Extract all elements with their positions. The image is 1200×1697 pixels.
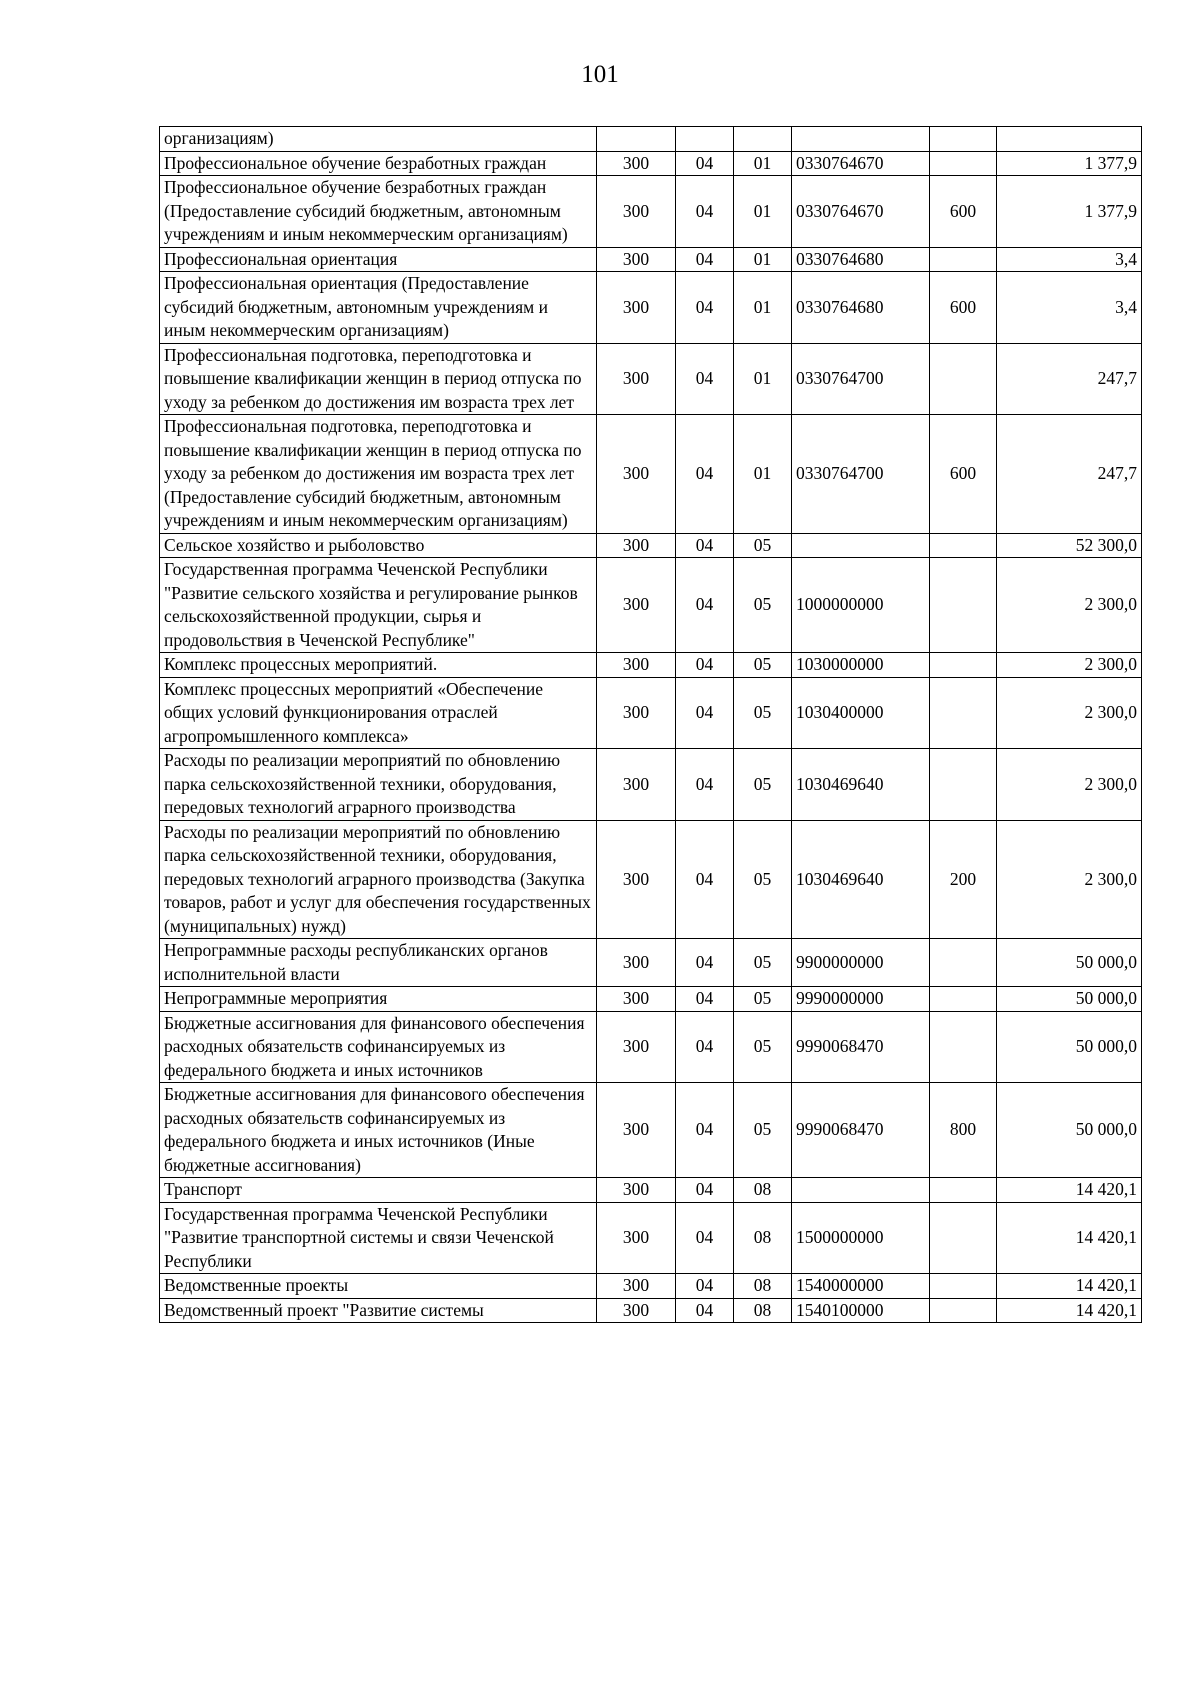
item-name-cell: Государственная программа Чеченской Республики "Развитие сельского хозяйства и регулирование рынков сельскохозяйственной продукции, сырья и продовольствия в Чеченской Республике" xyxy=(160,558,597,653)
grbs-code-cell: 300 xyxy=(597,533,676,558)
expense-type-code-cell: 600 xyxy=(930,415,997,534)
grbs-code-cell: 300 xyxy=(597,1178,676,1203)
grbs-code-cell: 300 xyxy=(597,151,676,176)
expense-type-code-cell xyxy=(930,1178,997,1203)
expense-type-code-cell: 200 xyxy=(930,820,997,939)
section-code-cell: 04 xyxy=(676,1178,734,1203)
section-code-cell: 04 xyxy=(676,677,734,749)
item-name-cell: Бюджетные ассигнования для финансового обеспечения расходных обязательств софинансируемых из федерального бюджета и иных источников (Иные бюджетные ассигнования) xyxy=(160,1083,597,1178)
expense-type-code-cell: 600 xyxy=(930,272,997,344)
subsection-code-cell: 05 xyxy=(734,749,792,821)
table-row xyxy=(160,939,1142,987)
item-name-cell: Непрограммные мероприятия xyxy=(160,987,597,1012)
grbs-code-cell: 300 xyxy=(597,1011,676,1083)
table-row xyxy=(160,151,1142,176)
amount-cell: 2 300,0 xyxy=(997,820,1142,939)
item-name-cell: Расходы по реализации мероприятий по обновлению парка сельскохозяйственной техники, оборудования, передовых технологий аграрного производства xyxy=(160,749,597,821)
section-code-cell: 04 xyxy=(676,151,734,176)
subsection-code-cell: 05 xyxy=(734,939,792,987)
target-article-code-cell: 1030000000 xyxy=(792,653,930,678)
table-row xyxy=(160,558,1142,653)
expense-type-code-cell xyxy=(930,677,997,749)
grbs-code-cell: 300 xyxy=(597,272,676,344)
target-article-code-cell: 0330764700 xyxy=(792,415,930,534)
target-article-code-cell: 9990000000 xyxy=(792,987,930,1012)
target-article-code-cell: 9900000000 xyxy=(792,939,930,987)
target-article-code-cell: 1540000000 xyxy=(792,1274,930,1299)
amount-cell: 50 000,0 xyxy=(997,987,1142,1012)
grbs-code-cell: 300 xyxy=(597,343,676,415)
expense-type-code-cell xyxy=(930,987,997,1012)
grbs-code-cell: 300 xyxy=(597,1202,676,1274)
section-code-cell: 04 xyxy=(676,1011,734,1083)
subsection-code-cell: 05 xyxy=(734,1011,792,1083)
expense-type-code-cell xyxy=(930,151,997,176)
table-row xyxy=(160,1178,1142,1203)
expense-type-code-cell xyxy=(930,1011,997,1083)
grbs-code-cell: 300 xyxy=(597,939,676,987)
subsection-code-cell: 01 xyxy=(734,272,792,344)
table-row xyxy=(160,272,1142,344)
subsection-code-cell: 08 xyxy=(734,1178,792,1203)
expense-type-code-cell xyxy=(930,343,997,415)
section-code-cell: 04 xyxy=(676,415,734,534)
target-article-code-cell: 0330764680 xyxy=(792,247,930,272)
expense-type-code-cell xyxy=(930,1298,997,1323)
item-name-cell: Профессиональная подготовка, переподготовка и повышение квалификации женщин в период отпуска по уходу за ребенком до достижения им возраста трех лет (Предоставление субсидий бюджетным, автономным учреждениям и иным некоммерческим организациям) xyxy=(160,415,597,534)
item-name-cell: Профессиональная подготовка, переподготовка и повышение квалификации женщин в период отпуска по уходу за ребенком до достижения им возраста трех лет xyxy=(160,343,597,415)
grbs-code-cell: 300 xyxy=(597,820,676,939)
section-code-cell: 04 xyxy=(676,558,734,653)
table-row xyxy=(160,247,1142,272)
grbs-code-cell: 300 xyxy=(597,1298,676,1323)
grbs-code-cell: 300 xyxy=(597,415,676,534)
expense-type-code-cell xyxy=(930,247,997,272)
expense-type-code-cell xyxy=(930,653,997,678)
item-name-cell: Профессиональное обучение безработных граждан (Предоставление субсидий бюджетным, автономным учреждениям и иным некоммерческим организациям) xyxy=(160,176,597,248)
table-row xyxy=(160,1274,1142,1299)
section-code-cell: 04 xyxy=(676,247,734,272)
section-code-cell: 04 xyxy=(676,653,734,678)
section-code-cell: 04 xyxy=(676,343,734,415)
section-code-cell: 04 xyxy=(676,987,734,1012)
subsection-code-cell: 01 xyxy=(734,151,792,176)
amount-cell: 3,4 xyxy=(997,247,1142,272)
grbs-code-cell: 300 xyxy=(597,1274,676,1299)
item-name-cell: Профессиональная ориентация xyxy=(160,247,597,272)
amount-cell: 52 300,0 xyxy=(997,533,1142,558)
amount-cell: 50 000,0 xyxy=(997,1083,1142,1178)
table-body xyxy=(160,127,1142,1323)
subsection-code-cell: 01 xyxy=(734,415,792,534)
table-row xyxy=(160,987,1142,1012)
item-name-cell: Сельское хозяйство и рыболовство xyxy=(160,533,597,558)
target-article-code-cell: 1030469640 xyxy=(792,820,930,939)
expense-type-code-cell xyxy=(930,749,997,821)
item-name-cell: Транспорт xyxy=(160,1178,597,1203)
table-row xyxy=(160,533,1142,558)
amount-cell: 1 377,9 xyxy=(997,151,1142,176)
amount-cell: 14 420,1 xyxy=(997,1178,1142,1203)
table-row xyxy=(160,127,1142,152)
target-article-code-cell xyxy=(792,1178,930,1203)
item-name-cell: Бюджетные ассигнования для финансового обеспечения расходных обязательств софинансируемых из федерального бюджета и иных источников xyxy=(160,1011,597,1083)
table-row xyxy=(160,343,1142,415)
grbs-code-cell xyxy=(597,127,676,152)
subsection-code-cell: 08 xyxy=(734,1274,792,1299)
expense-type-code-cell xyxy=(930,558,997,653)
target-article-code-cell: 1500000000 xyxy=(792,1202,930,1274)
subsection-code-cell: 01 xyxy=(734,176,792,248)
table-row xyxy=(160,820,1142,939)
table-row xyxy=(160,1202,1142,1274)
table-row xyxy=(160,415,1142,534)
amount-cell: 50 000,0 xyxy=(997,939,1142,987)
target-article-code-cell: 0330764700 xyxy=(792,343,930,415)
table-row xyxy=(160,749,1142,821)
subsection-code-cell: 01 xyxy=(734,247,792,272)
expense-type-code-cell: 600 xyxy=(930,176,997,248)
grbs-code-cell: 300 xyxy=(597,749,676,821)
grbs-code-cell: 300 xyxy=(597,653,676,678)
section-code-cell: 04 xyxy=(676,272,734,344)
subsection-code-cell: 05 xyxy=(734,533,792,558)
table-row xyxy=(160,653,1142,678)
target-article-code-cell: 1540100000 xyxy=(792,1298,930,1323)
section-code-cell: 04 xyxy=(676,749,734,821)
amount-cell: 1 377,9 xyxy=(997,176,1142,248)
item-name-cell: Ведомственные проекты xyxy=(160,1274,597,1299)
target-article-code-cell xyxy=(792,127,930,152)
target-article-code-cell: 1000000000 xyxy=(792,558,930,653)
expense-type-code-cell xyxy=(930,127,997,152)
grbs-code-cell: 300 xyxy=(597,677,676,749)
table-row xyxy=(160,1083,1142,1178)
section-code-cell: 04 xyxy=(676,1274,734,1299)
subsection-code-cell xyxy=(734,127,792,152)
target-article-code-cell: 9990068470 xyxy=(792,1083,930,1178)
item-name-cell: Профессиональная ориентация (Предоставление субсидий бюджетным, автономным учреждениям и иным некоммерческим организациям) xyxy=(160,272,597,344)
expense-type-code-cell: 800 xyxy=(930,1083,997,1178)
target-article-code-cell: 0330764680 xyxy=(792,272,930,344)
subsection-code-cell: 05 xyxy=(734,1083,792,1178)
subsection-code-cell: 05 xyxy=(734,677,792,749)
amount-cell: 247,7 xyxy=(997,343,1142,415)
section-code-cell: 04 xyxy=(676,939,734,987)
amount-cell: 2 300,0 xyxy=(997,677,1142,749)
table-row xyxy=(160,1011,1142,1083)
amount-cell xyxy=(997,127,1142,152)
subsection-code-cell: 05 xyxy=(734,987,792,1012)
amount-cell: 2 300,0 xyxy=(997,653,1142,678)
grbs-code-cell: 300 xyxy=(597,1083,676,1178)
table-row xyxy=(160,1298,1142,1323)
expense-type-code-cell xyxy=(930,1274,997,1299)
page-number: 101 xyxy=(581,61,619,88)
subsection-code-cell: 05 xyxy=(734,820,792,939)
section-code-cell: 04 xyxy=(676,1083,734,1178)
budget-table xyxy=(159,126,1142,1323)
grbs-code-cell: 300 xyxy=(597,247,676,272)
amount-cell: 14 420,1 xyxy=(997,1298,1142,1323)
amount-cell: 247,7 xyxy=(997,415,1142,534)
target-article-code-cell: 1030400000 xyxy=(792,677,930,749)
amount-cell: 14 420,1 xyxy=(997,1274,1142,1299)
target-article-code-cell: 0330764670 xyxy=(792,176,930,248)
target-article-code-cell xyxy=(792,533,930,558)
table-row xyxy=(160,677,1142,749)
table-row xyxy=(160,176,1142,248)
item-name-cell: Комплекс процессных мероприятий. xyxy=(160,653,597,678)
item-name-cell: Комплекс процессных мероприятий «Обеспечение общих условий функционирования отраслей агропромышленного комплекса» xyxy=(160,677,597,749)
subsection-code-cell: 05 xyxy=(734,653,792,678)
target-article-code-cell: 1030469640 xyxy=(792,749,930,821)
subsection-code-cell: 08 xyxy=(734,1202,792,1274)
amount-cell: 3,4 xyxy=(997,272,1142,344)
grbs-code-cell: 300 xyxy=(597,176,676,248)
amount-cell: 2 300,0 xyxy=(997,558,1142,653)
item-name-cell: Профессиональное обучение безработных граждан xyxy=(160,151,597,176)
section-code-cell: 04 xyxy=(676,533,734,558)
amount-cell: 2 300,0 xyxy=(997,749,1142,821)
item-name-cell: организациям) xyxy=(160,127,597,152)
target-article-code-cell: 9990068470 xyxy=(792,1011,930,1083)
section-code-cell: 04 xyxy=(676,1202,734,1274)
item-name-cell: Государственная программа Чеченской Республики "Развитие транспортной системы и связи Чеченской Республики xyxy=(160,1202,597,1274)
amount-cell: 50 000,0 xyxy=(997,1011,1142,1083)
expense-type-code-cell xyxy=(930,1202,997,1274)
item-name-cell: Ведомственный проект "Развитие системы xyxy=(160,1298,597,1323)
subsection-code-cell: 05 xyxy=(734,558,792,653)
item-name-cell: Непрограммные расходы республиканских органов исполнительной власти xyxy=(160,939,597,987)
section-code-cell: 04 xyxy=(676,1298,734,1323)
section-code-cell xyxy=(676,127,734,152)
subsection-code-cell: 08 xyxy=(734,1298,792,1323)
section-code-cell: 04 xyxy=(676,820,734,939)
subsection-code-cell: 01 xyxy=(734,343,792,415)
grbs-code-cell: 300 xyxy=(597,558,676,653)
item-name-cell: Расходы по реализации мероприятий по обновлению парка сельскохозяйственной техники, оборудования, передовых технологий аграрного производства (Закупка товаров, работ и услуг для обеспечения государственных (муниципальных) нужд) xyxy=(160,820,597,939)
target-article-code-cell: 0330764670 xyxy=(792,151,930,176)
section-code-cell: 04 xyxy=(676,176,734,248)
expense-type-code-cell xyxy=(930,939,997,987)
expense-type-code-cell xyxy=(930,533,997,558)
grbs-code-cell: 300 xyxy=(597,987,676,1012)
amount-cell: 14 420,1 xyxy=(997,1202,1142,1274)
